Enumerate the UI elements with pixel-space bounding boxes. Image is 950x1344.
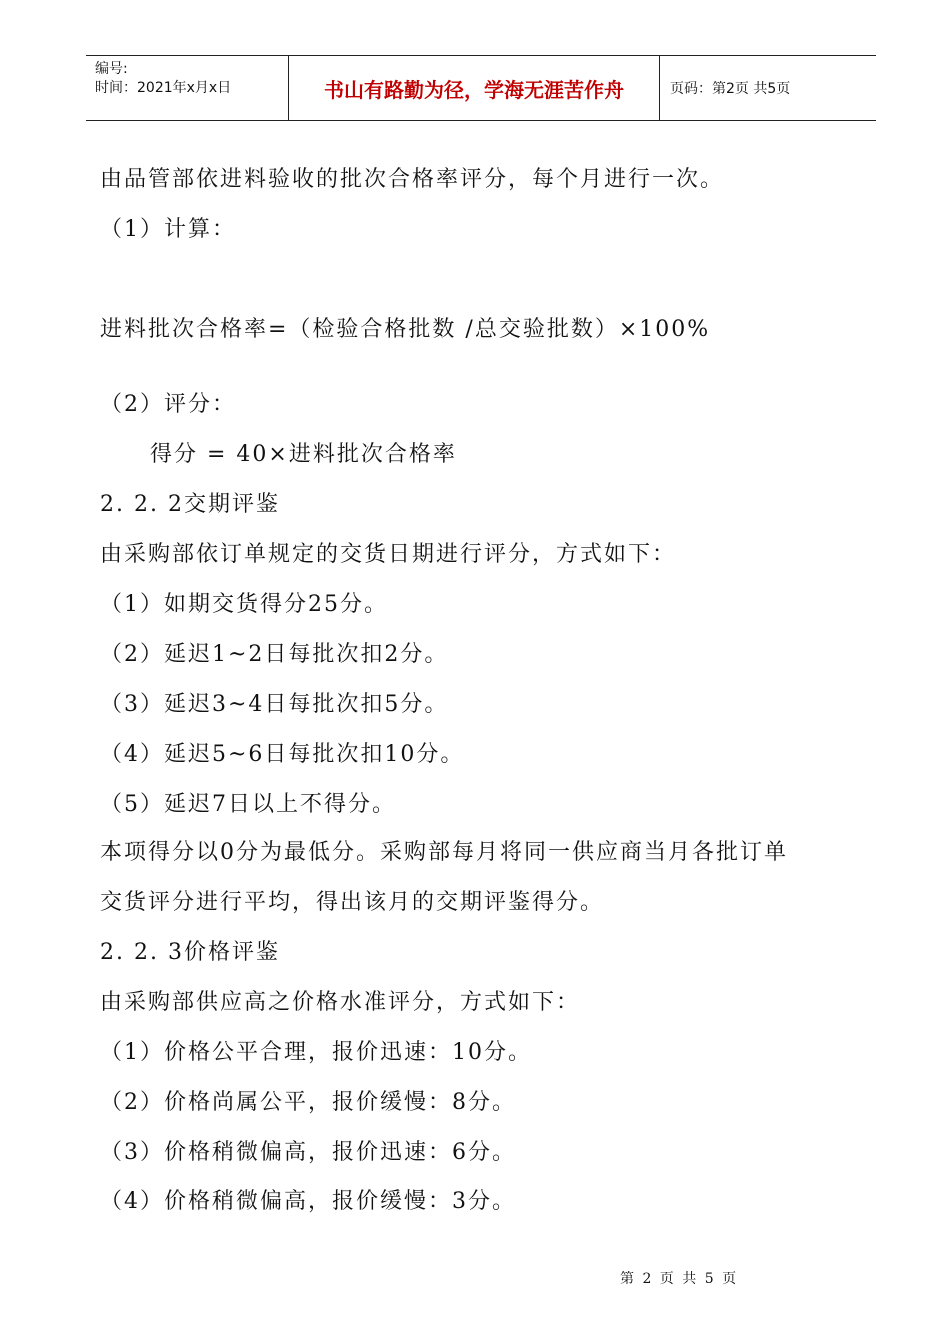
- list-item-price-3: （3）价格稍微偏高，报价迅速：6分。: [100, 1140, 516, 1165]
- paragraph-delivery-intro: 由采购部依订单规定的交货日期进行评分，方式如下：: [100, 542, 677, 567]
- section-heading-delivery: 2. 2. 2交期评鉴: [100, 492, 280, 517]
- time-label: 时间：2021年x月x日: [95, 80, 232, 96]
- list-item-delivery-1: （1）如期交货得分25分。: [100, 592, 388, 617]
- list-item-price-2: （2）价格尚属公平，报价缓慢：8分。: [100, 1090, 516, 1115]
- paragraph-delivery-note-2: 交货评分进行平均，得出该月的交期评鉴得分。: [100, 890, 605, 915]
- formula-pass-rate: 进料批次合格率=（检验合格批数 /总交验批数）×100%: [100, 317, 711, 342]
- list-item-price-4: （4）价格稍微偏高，报价缓慢：3分。: [100, 1189, 516, 1214]
- list-item-delivery-2: （2）延迟1~2日每批次扣2分。: [100, 642, 449, 667]
- page-footer: 第 2 页 共 5 页: [620, 1271, 739, 1287]
- header-motto: 书山有路勤为径，学海无涯苦作舟: [288, 56, 660, 120]
- list-item-delivery-4: （4）延迟5~6日每批次扣10分。: [100, 742, 465, 767]
- paragraph-quality-intro: 由品管部依进料验收的批次合格率评分，每个月进行一次。: [100, 167, 725, 192]
- header-meta: [86, 56, 288, 120]
- page-header: [86, 55, 876, 121]
- formula-score: 得分 = 40×进料批次合格率: [150, 442, 457, 467]
- list-item-delivery-3: （3）延迟3~4日每批次扣5分。: [100, 692, 449, 717]
- list-item-delivery-5: （5）延迟7日以上不得分。: [100, 792, 396, 817]
- number-label: 编号:: [95, 61, 128, 77]
- item-scoring: （2）评分：: [100, 392, 236, 417]
- item-calculation: （1）计算：: [100, 217, 236, 242]
- paragraph-price-intro: 由采购部供应高之价格水准评分，方式如下：: [100, 990, 581, 1015]
- header-page-info: 页码：第2页 共5页: [670, 81, 791, 97]
- section-heading-price: 2. 2. 3价格评鉴: [100, 940, 280, 965]
- paragraph-delivery-note-1: 本项得分以0分为最低分。采购部每月将同一供应商当月各批订单: [100, 840, 788, 865]
- list-item-price-1: （1）价格公平合理，报价迅速：10分。: [100, 1040, 532, 1065]
